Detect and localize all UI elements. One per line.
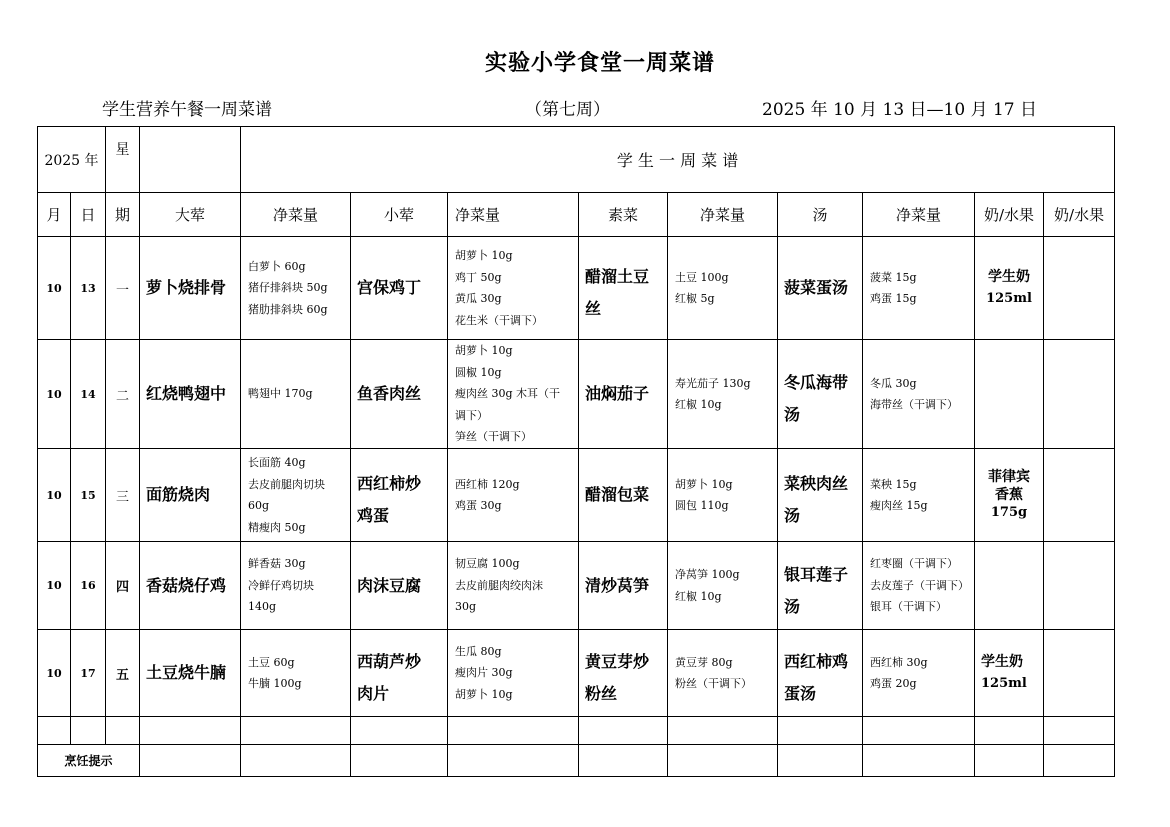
- page-title: 实验小学食堂一周菜谱: [484, 50, 715, 76]
- empty-cell: [1044, 745, 1115, 777]
- veg-ingredients: 寿光茄子 130g 红椒 10g: [668, 340, 778, 449]
- table-row: [38, 449, 1115, 542]
- main-ingredients: 白萝卜 60g 猪仔排斜块 50g 猪肋排斜块 60g: [241, 237, 351, 340]
- empty-cell: [106, 717, 140, 745]
- empty-row: [38, 717, 1115, 745]
- empty-cell: [1044, 717, 1115, 745]
- empty-cell: [71, 717, 106, 745]
- milk-fruit: 菲律宾 香蕉 175g: [975, 449, 1044, 542]
- weekday-cell: 三: [106, 449, 140, 542]
- soup-dish: 西红柿鸡 蛋汤: [778, 630, 863, 717]
- main-ingredients: 长面筋 40g 去皮前腿肉切块 60g 精瘦肉 50g: [241, 449, 351, 542]
- small-ingredients: 胡萝卜 10g 鸡丁 50g 黄瓜 30g 花生米（干调下）: [448, 237, 579, 340]
- month-cell: 10: [38, 449, 71, 542]
- col-weekday: 期: [106, 193, 140, 237]
- milk-fruit-2: [1044, 237, 1115, 340]
- empty-cell: [668, 745, 778, 777]
- main-ingredients: 鲜香菇 30g 冷鲜仔鸡切块 140g: [241, 542, 351, 630]
- small-ingredients: 西红柿 120g 鸡蛋 30g: [448, 449, 579, 542]
- col-small-meat: 小荤: [351, 193, 448, 237]
- table-row: [38, 340, 1115, 449]
- small-dish: 鱼香肉丝: [351, 340, 448, 449]
- header-row-2: [38, 193, 1115, 237]
- main-dish: 土豆烧牛腩: [140, 630, 241, 717]
- empty-cell: [241, 717, 351, 745]
- empty-cell: [579, 717, 668, 745]
- milk-fruit: 学生奶 125ml: [975, 237, 1044, 340]
- soup-ingredients: 红枣圈（干调下） 去皮莲子（干调下） 银耳（干调下）: [863, 542, 975, 630]
- day-cell: 15: [71, 449, 106, 542]
- small-dish: 西葫芦炒 肉片: [351, 630, 448, 717]
- empty-cell: [140, 745, 241, 777]
- empty-cell: [579, 745, 668, 777]
- veg-dish: 醋溜包菜: [579, 449, 668, 542]
- empty-header-cell: [140, 127, 241, 193]
- main-ingredients: 土豆 60g 牛腩 100g: [241, 630, 351, 717]
- milk-fruit-2: [1044, 340, 1115, 449]
- small-ingredients: 韧豆腐 100g 去皮前腿肉绞肉沫 30g: [448, 542, 579, 630]
- soup-ingredients: 菠菜 15g 鸡蛋 15g: [863, 237, 975, 340]
- soup-dish: 银耳莲子 汤: [778, 542, 863, 630]
- small-dish: 肉沫豆腐: [351, 542, 448, 630]
- main-dish: 红烧鸭翅中: [140, 340, 241, 449]
- col-month: 月: [38, 193, 71, 237]
- empty-cell: [975, 717, 1044, 745]
- empty-cell: [975, 745, 1044, 777]
- col-soup: 汤: [778, 193, 863, 237]
- day-cell: 17: [71, 630, 106, 717]
- empty-cell: [778, 717, 863, 745]
- veg-ingredients: 土豆 100g 红椒 5g: [668, 237, 778, 340]
- col-net-2: 净菜量: [448, 193, 579, 237]
- milk-fruit: [975, 340, 1044, 449]
- soup-dish: 菠菜蛋汤: [778, 237, 863, 340]
- col-milk-2: 奶/水果: [1044, 193, 1115, 237]
- soup-ingredients: 冬瓜 30g 海带丝（干调下）: [863, 340, 975, 449]
- col-net-3: 净菜量: [668, 193, 778, 237]
- col-veg: 素菜: [579, 193, 668, 237]
- header-row-1: [38, 127, 1115, 193]
- table-row: [38, 542, 1115, 630]
- date-range: 2025 年 10 月 13 日—10 月 17 日: [762, 100, 1038, 120]
- col-milk-1: 奶/水果: [975, 193, 1044, 237]
- veg-dish: 清炒莴笋: [579, 542, 668, 630]
- menu-banner: 学 生 一 周 菜 谱: [241, 127, 1115, 193]
- milk-fruit: 学生奶 125ml: [975, 630, 1044, 717]
- empty-cell: [38, 717, 71, 745]
- empty-cell: [351, 745, 448, 777]
- weekday-cell: 四: [106, 542, 140, 630]
- main-dish: 萝卜烧排骨: [140, 237, 241, 340]
- small-ingredients: 生瓜 80g 瘦肉片 30g 胡萝卜 10g: [448, 630, 579, 717]
- week-label: （第七周）: [525, 100, 610, 120]
- main-ingredients: 鸭翅中 170g: [241, 340, 351, 449]
- milk-fruit-2: [1044, 630, 1115, 717]
- veg-ingredients: 净莴笋 100g 红椒 10g: [668, 542, 778, 630]
- milk-fruit-2: [1044, 449, 1115, 542]
- veg-dish: 黄豆芽炒 粉丝: [579, 630, 668, 717]
- table-row: [38, 237, 1115, 340]
- day-cell: 13: [71, 237, 106, 340]
- veg-dish: 醋溜土豆 丝: [579, 237, 668, 340]
- milk-fruit-2: [1044, 542, 1115, 630]
- subtitle-left: 学生营养午餐一周菜谱: [102, 100, 272, 120]
- month-cell: 10: [38, 340, 71, 449]
- empty-cell: [448, 717, 579, 745]
- year-cell: 2025 年: [38, 127, 106, 193]
- day-cell: 16: [71, 542, 106, 630]
- cooking-tips-row: [38, 745, 1115, 777]
- month-cell: 10: [38, 630, 71, 717]
- empty-cell: [448, 745, 579, 777]
- small-ingredients: 胡萝卜 10g 圆椒 10g 瘦肉丝 30g 木耳（干 调下） 笋丝（干调下）: [448, 340, 579, 449]
- empty-cell: [863, 717, 975, 745]
- col-net-1: 净菜量: [241, 193, 351, 237]
- soup-dish: 菜秧肉丝 汤: [778, 449, 863, 542]
- menu-table: [37, 126, 1115, 777]
- small-dish: 西红柿炒 鸡蛋: [351, 449, 448, 542]
- month-cell: 10: [38, 237, 71, 340]
- empty-cell: [140, 717, 241, 745]
- weekday-cell: 一: [106, 237, 140, 340]
- weekday-cell: 二: [106, 340, 140, 449]
- main-dish: 香菇烧仔鸡: [140, 542, 241, 630]
- milk-fruit: [975, 542, 1044, 630]
- soup-dish: 冬瓜海带 汤: [778, 340, 863, 449]
- day-cell: 14: [71, 340, 106, 449]
- table-row: [38, 630, 1115, 717]
- month-cell: 10: [38, 542, 71, 630]
- veg-dish: 油焖茄子: [579, 340, 668, 449]
- empty-cell: [863, 745, 975, 777]
- veg-ingredients: 胡萝卜 10g 圆包 110g: [668, 449, 778, 542]
- col-net-4: 净菜量: [863, 193, 975, 237]
- col-main-meat: 大荤: [140, 193, 241, 237]
- col-day: 日: [71, 193, 106, 237]
- veg-ingredients: 黄豆芽 80g 粉丝（干调下）: [668, 630, 778, 717]
- weekday-top: 星: [106, 127, 140, 193]
- empty-cell: [351, 717, 448, 745]
- empty-cell: [778, 745, 863, 777]
- empty-cell: [241, 745, 351, 777]
- cooking-tips-label: 烹饪提示: [38, 745, 140, 777]
- main-dish: 面筋烧肉: [140, 449, 241, 542]
- small-dish: 宫保鸡丁: [351, 237, 448, 340]
- soup-ingredients: 菜秧 15g 瘦肉丝 15g: [863, 449, 975, 542]
- empty-cell: [668, 717, 778, 745]
- weekday-cell: 五: [106, 630, 140, 717]
- soup-ingredients: 西红柿 30g 鸡蛋 20g: [863, 630, 975, 717]
